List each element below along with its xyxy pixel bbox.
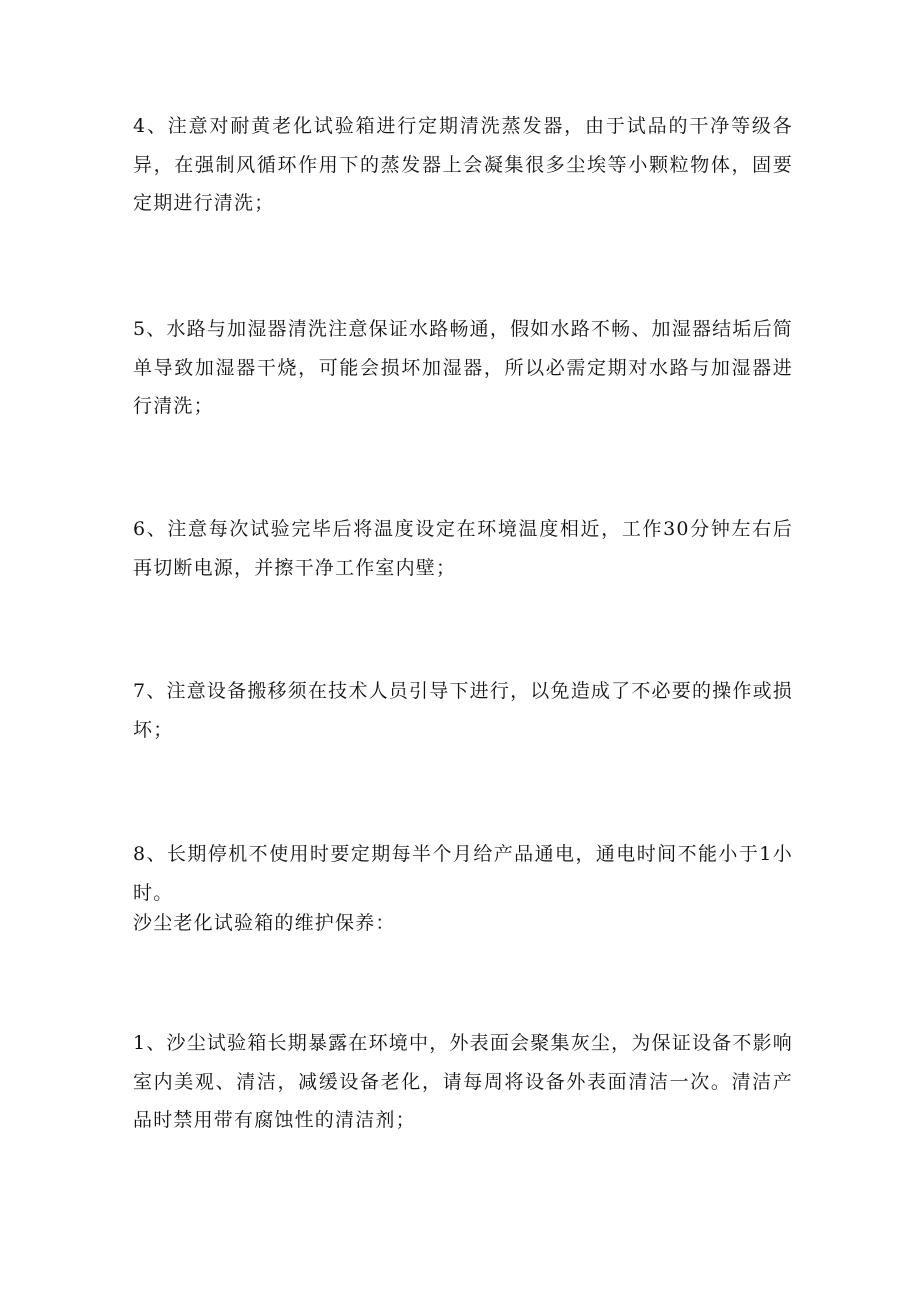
paragraph-item-4: 4、注意对耐黄老化试验箱进行定期清洗蒸发器，由于试品的干净等级各异，在强制风循环作用下的蒸发器上会凝集很多尘埃等小颗粒物体，固要定期进行清洗； [133,115,793,214]
paragraph-item-6: 6、注意每次试验完毕后将温度设定在环境温度相近，工作30分钟左右后再切断电源，并擦干净工作室内壁； [133,518,793,579]
paragraph-item-7: 7、注意设备搬移须在技术人员引导下进行，以免造成了不必要的操作或损坏； [133,680,793,741]
paragraph-item-5: 5、水路与加湿器清洗注意保证水路畅通，假如水路不畅、加湿器结垢后简单导致加湿器干烧，可能会损坏加湿器，所以必需定期对水路与加湿器进行清洗； [133,318,793,417]
section-heading: 沙尘老化试验箱的维护保养： [133,912,396,934]
paragraph-item-1: 1、沙尘试验箱长期暴露在环境中，外表面会聚集灰尘，为保证设备不影响室内美观、清洁，减缓设备老化，请每周将设备外表面清洁一次。清洁产品时禁用带有腐蚀性的清洁剂； [133,1032,793,1131]
paragraph-item-8: 8、长期停机不使用时要定期每半个月给产品通电，通电时间不能小于1小时。 [133,843,793,904]
